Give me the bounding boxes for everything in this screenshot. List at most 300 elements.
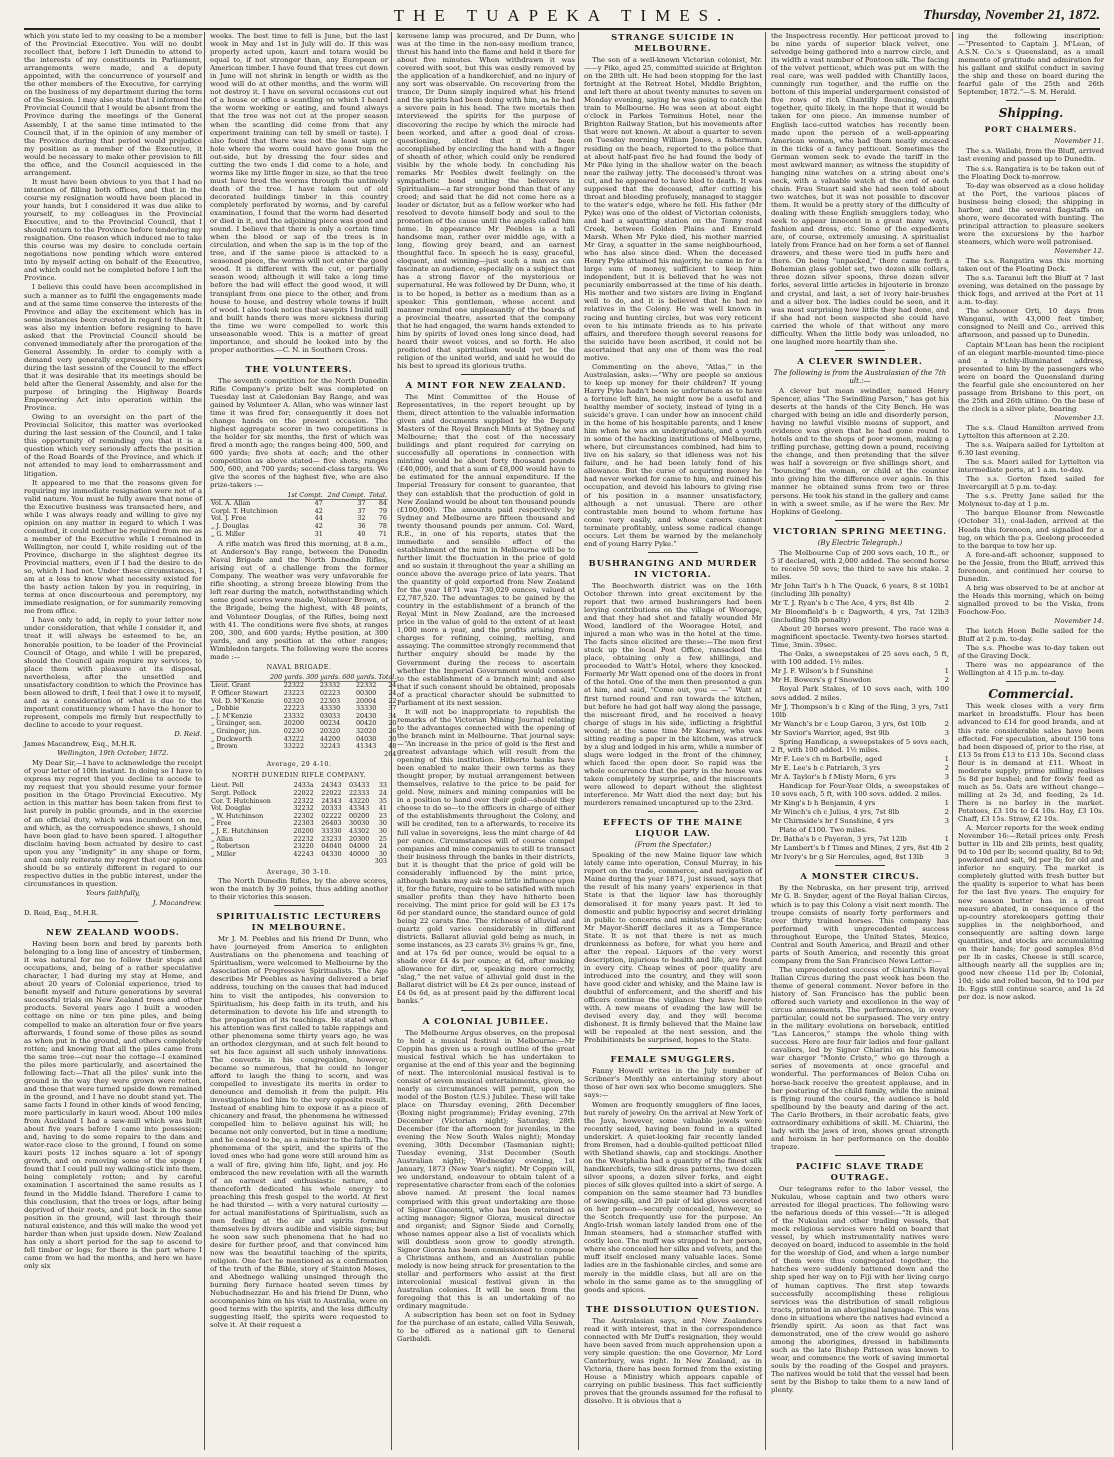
- race-intro: The Melbourne Cup of 200 sovs each, 10 ft., or 5 if declared, with 2,000 added. The second horse to receive 50 sovs; the third to save his stake. 2 miles.: [771, 548, 949, 581]
- race-placing: 1: [944, 835, 949, 844]
- column-rule: [765, 32, 766, 1450]
- table-cell: 43330: [319, 704, 341, 713]
- article-paragraph: A rifle match was fired this morning, at 8 a.m., at Anderson's Bay range, between the Dunedin Naval Brigade and the North Dunedin Rifles, arising out of a challenge from the former Company. The weather was very unfavorable for rifle shooting, a strong breeze blowing from the left rear during the match, notwithstanding which some good scores were made, Volunteer Brown, of the Brigade, being the highest, with 48 points, and Volunteer Douglas, of the Rifles, being next with 41. The conditions were five shots, at ranges 200, 300, and 600 yards; Hythe position, at 300 yards, and any position at the other ranges; Wimbledon targets. The following were the scores made :—: [210, 540, 388, 661]
- table-cell: 30: [388, 734, 397, 743]
- article-paragraph: The son of a well-known Victorian colonist, Mr. ——y Pike, aged 25, committed suicide at Brighton on the 28th ult. He had been stopping for the last fortnight at the Retreat Hotel, Middle Brighton, and left there at about twenty minutes to seven on Monday evening, saying he was going to catch the train to Melbourne. He was seen at about eight o'clock in Parkes Terminus Hotel, near the Brighton Railway Station, but his movements after that were not known. At about a quarter to seven on Tuesday morning William Jones, a fisherman, residing on the beach, reported to the police that at about half-past five he had found the body of Mr Pike lying in the shallow water on the beach near the railway jetty. The deceased's throat was cut, and he appeared to have bled to death. It was supposed that the deceased, after cutting his throat and bleeding profusely, managed to stagger to the water's edge, where he fell. His father (Mr Pyke) was one of the oldest of Victorian colonists, and had a squatting station on the Tenny road Creek, between Golden Plains and Emerald Marsh. When Mr Pyke died, his mother married Mr Gray, a squatter in the same neighbourhood, who has also since died. When the deceased Henry Pyke attained his majority, he came in for a large sum of money, sufficient to keep him independent, but it is believed that he was not pecuniarily embarrassed at the time of his death. His mother and two sisters are living in England well to do, and it is believed that he had no relatives in the Colony. He was well known in racing and hunting circles, but was very reticent even to his intimate friends as to his private affairs, and therefore though several reasons for the suicide have been ascribed, it could not be ascertained that any one of them was the real motive.: [584, 56, 762, 362]
- table-cell: 03433: [348, 781, 370, 790]
- race-placing: 2: [944, 763, 949, 772]
- heading-colonial-jubilee: A COLONIAL JUBILEE.: [422, 1015, 550, 1026]
- table-cell: 23233: [321, 834, 342, 843]
- article-paragraph: Our telegrams refer to the labor vessel, the Nukulau, whose captain and two others were arrested for illegal practices. The following were the nefarious deeds of this vessel:—“It is alleged of the Nukulau and other trading vessels, that mock religious services were held on board that vessel, by which instrumentality natives were decoyed on board, induced to assemble in the hold for the worship of God, and when a large number of them were thus congregated together, the hatches were suddenly battened down and the ship sped her way on to Fiji with her living cargo of human captives. The first step towards successfully accomplishing these religious services was the distribution of small religious tracts, printed in an aboriginal language. This was done in situations where the natives had evinced a friendly spirit. As soon as that fact was demonstrated, one of the crew would go ashore among the aborigines, dressed in habiliments such as the late Bishop Patteson was known to wear, and commence the work of saving immortal souls by the reading of the Gospel and prayers. The natives would be told that the vessel had been sent by the Bishop to take them to a new land of plenty.: [771, 1184, 949, 1395]
- race-horse: Dr. Batha's b c Payeran, 3 yrs, 7st 12lb: [771, 835, 907, 844]
- table-cell: 00234: [319, 719, 341, 728]
- table-cell: 32: [357, 514, 366, 523]
- table-cell: 37: [388, 704, 397, 713]
- race-result-row: [771, 582, 949, 598]
- separator: [835, 350, 885, 351]
- race-horse: Mr Ivory's br g Sir Hercules, aged, 8st 13lb: [771, 853, 924, 862]
- table-cell: 02223: [319, 689, 341, 698]
- separator: [461, 374, 511, 375]
- table-cell: 24: [388, 689, 397, 698]
- table-cell: 30030: [348, 819, 370, 828]
- article-paragraph: A subscription has been set on foot in Sydney for the purchase of an estate, called Villa Seuwah, to be offered as a national gift to General Garibaldi.: [397, 1311, 575, 1344]
- column-rule: [204, 32, 205, 1450]
- table-cell: 26: [388, 727, 397, 735]
- race-results: [771, 667, 949, 684]
- separator: [835, 1155, 885, 1156]
- heading-female-smugglers: FEMALE SMUGGLERS.: [610, 1054, 736, 1065]
- addressee: D. Reid, Esq., M.H.R.: [24, 909, 99, 918]
- shipping-item: The barque Eleanor from Newcastle (October 31), coal-laden, arrived at the Heads this forenoon, and signalled for a tug, on which the p.s. Geelong proceeded to the barque to tow her up.: [958, 509, 1104, 550]
- race-placing: 2: [944, 719, 949, 728]
- table-cell: Vol. Douglas: [211, 804, 252, 813]
- article-paragraph: The unprecedented success of Chiarini's Royal Italian Circus during the past week has been the theme of general comment. Never before in the history of San Francisco has the public been offered such variety and excellence in the way of circus amusements. The performances, in every particular, could not be surpassed. The very entry in the military evolutions on horseback, entitled “Las Lanceros,” stamps the whole thing with success. Here are four fair ladies and four gallant cavaliers, led by Signor Chiarini on his famous war charger “Monte Cristo,” who go through a series of movements at once graceful and wonderful. The performances of Belen Cuba on horse-back receive the greatest applause, and in her posturing of the child family, while the animal is flying round the course, the audience is held spellbound by the beauty and daring of the act. The Carlo Brothers, in their acrobatic feats, give extraordinary exhibitions of skill. M. Chiarini, the lady with the jaws of iron, shows great strength and heroism in her performance on the double trapeze.: [771, 965, 949, 1151]
- table-cell: 00200: [348, 811, 370, 820]
- heading-monster-circus: A MONSTER CIRCUS.: [800, 871, 920, 882]
- publication-title: THE TUAPEKA TIMES.: [393, 6, 731, 25]
- table-cell: 200 yards.: [269, 672, 305, 681]
- table-cell: 33: [378, 781, 387, 790]
- table-cell: 22022: [293, 789, 314, 798]
- heading-victorian-spring-meeting: VICTORIAN SPRING MEETING.: [772, 525, 948, 536]
- table-cell: 32243: [319, 742, 341, 751]
- table-cell: 02320: [283, 696, 305, 705]
- table-cell: 43222: [283, 734, 305, 743]
- table-cell: 78: [378, 521, 387, 530]
- race-result-row: [771, 755, 949, 763]
- article-paragraph: A clever but mean swindler, named Henry Spencer, alias “The Swindling Parson,” has got his deserts at the hands of the City Bench. He was charged with being an idle and disorderly person, having no lawful visible means of support, and evidence was given that he had gone round to hotels and to the shops of poor women, making a trifling purchase, getting down a pound, receiving the change, and then pretending that the silver was half a sovereign or five shillings short, and “bouncing” the woman, or child at the counter into giving him the difference over again. In this manner he obtained sums from two or three persons. He took his stand in the gallery and came in with a sweet smile, as if he were the Rev. Mr Hopkins of Geelong.: [771, 386, 949, 516]
- table-cell: 79: [378, 506, 387, 515]
- table-cell: 31: [314, 529, 323, 538]
- table-cell: 40000: [348, 849, 370, 858]
- table-cell: 37: [357, 506, 366, 515]
- table-cell: 24343: [321, 781, 342, 790]
- table-cell: 04330: [321, 849, 342, 858]
- shipping-item: The s.s. Maori sailed for Lyttelton via intermediate ports, at 1 a.m. to-day.: [958, 458, 1104, 475]
- column-rule: [952, 32, 953, 1450]
- shipping-item: To-day was observed as a close holiday at the Port, the various places of business being closed; the shipping in harbor, and the several flagstaffs on shore, were decorated with bunting. The principal attraction to pleasure seekers were the excursions by the harbor steamers, which were well patronised.: [958, 181, 1104, 246]
- table-cell: 20004: [355, 696, 377, 705]
- table-cell: 600 yards.: [342, 672, 377, 681]
- race-result-row: [771, 720, 949, 728]
- race-horse: Mr Savior's Warrior, aged, 9st 9lb: [771, 728, 890, 737]
- table-cell: Total.: [378, 672, 397, 681]
- column-rule: [578, 32, 579, 1450]
- dateline: Wellington, 19th October, 1872.: [57, 749, 169, 758]
- table-cell: „ G. Miller: [211, 529, 245, 538]
- race-result-row: [771, 703, 949, 719]
- race-placing: 3: [944, 817, 949, 826]
- table-cell: 33222: [283, 742, 305, 751]
- separator: [1006, 681, 1056, 682]
- heading-volunteers: THE VOLUNTEERS.: [245, 363, 353, 374]
- table-cell: Sergt. Pollock: [211, 789, 257, 798]
- heading-dissolution-question: THE DISSOLUTION QUESTION.: [585, 1303, 761, 1314]
- heading-port-chalmers: PORT CHALMERS.: [984, 125, 1078, 135]
- table-cell: 22232: [293, 834, 314, 843]
- race-results: [771, 755, 949, 781]
- table-cell: Corpl. T. Hutchinson: [211, 506, 278, 515]
- race-intro: Spring Handicap, a sweepstakes of 5 sovs each, 2 ft, with 100 added. 1½ miles.: [771, 737, 949, 754]
- article-paragraph: I believe this could have been accomplished in such a manner as to fulfil the engagements made and at the same time conserve the interests of the Province and allay the excitement which has in some instances been created in regard to them. It was also my intention before resigning to have asked that the Provincial Council should be convened immediately after the prorogation of the General Assembly. In order to comply with a demand very generally expressed by members during the last session of the Council to the effect that it was desirable that its meetings should be held after the General Assembly, and also for the purpose of bringing the Highway Boards Empowering Act into operation within the Province.: [24, 283, 202, 413]
- table-cell: 1st Compt.: [284, 492, 324, 500]
- race-horse: Mr H. Bowers's g f Snowdon: [771, 676, 872, 685]
- table-cell: „ Grainger, sen.: [211, 719, 262, 728]
- volunteer-scores-table: [210, 492, 388, 539]
- table-cell: 20200: [283, 719, 305, 728]
- race-result-row: [771, 599, 949, 607]
- article-paragraph: ing the following inscription:—“Presented to Captain J. M'Lean, of A.S.N. Co.'s s Queensland, as a small memento of gratitude and admiration for his gallant and skilful conduct in saving the ship and those on board during the fearful gale of the 25th and 26th September, 1872.”—S. M. Herald.: [958, 32, 1104, 97]
- article-paragraph: The Mint Committee of the House of Representatives, in the report brought up by them, direct attention to the valuable information given and documents supplied by the Deputy Masters of the Royal Branch Mints at Sydney and Melbourne; that the cost of the necessary buildings and plant required for carrying on successfully all operations in connection with minting would be about forty thousand pounds (£40,000), and that a sum of £8,000 would have to be estimated for the annual expenditure. If the Imperial Treasury for consent to guarantee, that they can establish that the production of gold in New Zealand would be about ten thousand pounds (£100,000). The amounts paid respectively by Sydney and Melbourne are fifteen thousand and twenty thousand pounds per annum. Col. Ward, R.E., in one of his reports, states that the immediate and sensible effect of the establishment of the mint in Melbourne will be to further limit the fluctuation in the price of gold and so sustain it throughout the year a shilling an ounce above the average price of late years. That the quantity of gold exported from New Zealand for the year 1871 was 730,029 ounces, valued at £2,787,520. The advantages to be gained by the country in the establishment of a branch of the Royal Mint in New Zealand, are the increased price in the value of gold to the extent of at least 1,000 more a year, and the profits arising from charges for refining, coining, melting, and assaying. The committee strongly recommend that further enquiry should be made by the Government during the recess to ascertain whether the Imperial Government would consent to the establishment of a branch mint; and also that if such consent should be obtained, proposals of a practical character should be submitted to Parliament at its next session.: [397, 392, 575, 707]
- heading-pacific-slave-trade: PACIFIC SLAVE TRADE OUTRAGE.: [795, 1160, 925, 1182]
- article-paragraph: Fanny Howell writes in the July number of Scribner's Monthly an entertaining story about those of her own sex who become smugglers. She says:—: [584, 1067, 762, 1100]
- column-2: [210, 32, 397, 1450]
- table-cell: 22322: [293, 796, 314, 805]
- article-paragraph: It will not be inappropriate to republish the remarks of the Victorian Mining Journal relating to the advantages connected with the opening of the branch mint in Melbourne. That journal says:—“An increase in the price of gold is the first and greatest advantage which will result from the opening of this institution. Hitherto banks have been enabled to make their own terms as they thought proper, by mutual arrangement between themselves, relative to the price to be paid for gold. Now, miners and mining companies will be in a position to hand over their gold—should they choose to do so—to the officers in charge of either of the establishments throughout the Colony, and will be credited, ten to a afterwards, to receive its full value in sovereigns, less the mint charge of 4d per ounce. Circumstances will of course compel companies and mine companies to still to transact their business through the banks in their districts, but it is thought that the price of gold will be considerably influenced by the mint price, although banks may ask some little influence upon it, for the future, require to be satisfied with much smaller profits than they have hitherto been receiving. The mint price for gold will be £3 17s 6d per standard ounce, the standard ounce of gold being 22 carats fine. The richness of alluvial and quartz gold varies considerably in different districts. Ballarat alluvial gold being as much, in some instances, as 23 carats 3½ grains ¾ gr., fine, and at 17s 6d per ounce, would be equal to a shade over £4 4s per ounce; at 6d, after making allowance for dirt, or, speaking more correctly, “slag,” the net value of alluvial gold dust in the Ballarat district will be £4 2s per ounce, instead of £4 0s 6d, as at present paid by the different local banks.”: [397, 707, 575, 1006]
- table-cell: 00300: [355, 689, 377, 698]
- separator: [88, 921, 138, 922]
- table-average: Average, 30 3-10.: [266, 869, 332, 876]
- table-cell: „ Miller: [211, 849, 236, 858]
- heading-mint: A MINT FOR NEW ZEALAND.: [405, 379, 567, 390]
- table-cell: 23223: [283, 689, 305, 698]
- race-placing: 1: [944, 799, 949, 808]
- table-cell: 37: [357, 499, 366, 508]
- article-paragraph: The Melbourne Argus observes, on the proposal to hold a musical festival in Melbourne:—Mr Coppin has given us a rough outline of the great musical festival which he has undertaken to organise at the end of this year and the beginning of next. The intercolonial musical festival is to consist of seven musical entertainments, given, so nearly as circumstances will permit, upon the model of the Boston (U.S.) Jubilee. These will take place on Thursday evening, 26th December (Boxing night programme); Friday evening, 27th December (Victorian night); Saturday, 28th December (for the afternoon for juveniles, in the evening the New South Wales night); Monday evening, 30th December (Tasmanian night); Tuesday evening, 31st December (South Australian night); Wednesday evening, 1st January, 1873 (New Year's night). Mr Coppin will, we understand, endeavour to obtain talent of a representative character from each of the colonies above named. At present the local names comprised with this great undertaking are those of Signor Giacometti, who has been retained as acting manager; Signor Giorza, musical director and organist; and Signor Siede and Cornelly, whose names appear also a list of vocalists which will doubtless soon grow to goodly strength. Signor Giorza has been commissioned to compose a Christmas anthem, and an Australian public melody is now being struck for presentation to the stellar and performers who assist at the first intercolonial musical festival given in the Australian colonies. It will be seen from the foregoing that this is an undertaking of no ordinary magnitude.: [397, 1028, 575, 1311]
- race-horse: Mr E. Lee's b c Patriarch, 3 yrs: [771, 763, 881, 772]
- table-cell: 44: [314, 514, 323, 523]
- table-cell: 48: [388, 742, 397, 751]
- article-paragraph: The Australasian says, and New Zealanders read it with interest, that in the correspondence connected with Mr Duff's resignation, they would have been saved from much apprehension upon a very simple question: the one Governor, Mr Lord Canterbury, was right. In New Zealand, as in Victoria, there has been formed from the existing House a Ministry which appears capable of carrying on public business. This fact sufficiently proves that the grounds assumed for the refusal to dissolve. It is obvious that a: [584, 1316, 762, 1406]
- article-paragraph: the Inspectress recently. Her petticoat proved to be nine yards of superior black velvet, one selvedge being gathered into a narrow circle, and its width a vast number of Pontoon silk. The facing of the velvet petticoat, which was put on with the real care, was well padded with Chantilly laces, cunningly run together, and the ruffle on the bottom of this imperial undergarment consisted of five rows of rich Chantilly flouncing, caught together, quite likely, in the hope that it would be taken for one piece. An immense number of English lace-cutted watches has recently been made upon the person of a well-appearing American woman, who had them neatly encased in the ticks of a fancy petticoat. Sometimes the German women seek to evade the tariff in the most awkward manner; as witness the stupidity of hanging nine watches on a string about one's neck, with a valuable watch at the end of each chain. Frau Stuart said she had seen told about two watches, but it was not possible to discover them. It would be a pretty story of the difficulty of dealing with these English smugglers today, who seek to appear innocent in a great many ways, fashion and dress, etc. Some of the expedients are, of course, extremely amusing. A spiritualist lately from France had on her form a set of flannel drawers, and these were tied in puffs here and there. On being “unpacked,” there came forth a Bohemian glass goblet set, two dozen silk collars, three dozen silver spoons, three dozen silver forks, several little articles in bijouterie in bronze and crystal, and last, a set of ivory hair-brushes and a silver box. The ladies could be seen, and it was most surprising how little they had done, and if she had not been suspected she could have carried the whole of that without any more difficulty. When the little body was unloaded, no one laughed more heartily than she.: [771, 32, 949, 346]
- race-horse: Mr Wanch's br c Loup Garou, 3 yrs, 6st 10lb: [771, 719, 927, 728]
- article-paragraph: I have only to add, in reply to your letter now under consideration, that while I consider it, and treat it will always be esteemed to be, an honorable position, to be leader of the Provincial Council of Otago, and while I will be prepared, should the Council again require my services, to place them with pleasure at its disposal, nevertheless, after the unsettled and unsatisfactory condition to which the Province has been allowed to drift, I feel that I owe it to myself, and as a consideration of what is due to the important constituency whom I have the honor to represent, compels me firmly but respectfully to decline to accede to your request.: [24, 616, 202, 729]
- column-4: [584, 32, 762, 1450]
- table-cell: 41343: [355, 742, 377, 751]
- article-paragraph: which you state led to my ceasing to be a member of the Provincial Executive. You will no doubt recollect that, before I left Dunedin to attend to the interests of my constituents in Parliament, arrangements were made, and a deputy appointed, with the concurrence of yourself and the other members of the Executive, for carrying on the business of my department during the term of the Session. I may also state that I informed the Provincial Council that I would be absent from the Province during the meetings of the General Assembly, I at the same time intimated to the Council that, if in the opinion of any member of the Province during that period would prejudice my position as a member of the Executive, it would be necessary to make other provision to fill the office, and the Council acquiesced in the arrangement.: [24, 32, 202, 177]
- race-result-row: [771, 729, 949, 737]
- article-paragraph: The seventh competition for the North Dunedin Rifle Company's prize belt was completed on Tuesday last at Caledonian Bay Range, and was gained by Volunteer A. Allan, who was winner last time it was fired for; consequently it does not change hands on the present occasion. The highest aggregate scorer in two competitions is the holder for six months, the first of which was fired a month ago; the ranges being 400, 500, and 600 yards; five shots at each; and the other competition as above stated— five shots; ranges 500, 600, and 700 yards; second-class targets. We give the scores of the highest five, who are also prize-takers :—: [210, 376, 388, 490]
- separator: [648, 1298, 698, 1299]
- separator: [835, 520, 885, 521]
- table-cell: 2433a: [293, 781, 314, 790]
- race-intro: Royal Park Stakes, of 10 sovs each, with 100 sovs added. 2 miles.: [771, 685, 949, 702]
- race-result-row: [771, 853, 949, 861]
- table-cell: 42243: [293, 849, 314, 858]
- table-cell: „ Duckworth: [211, 734, 253, 743]
- table-cell: 23332: [319, 681, 341, 690]
- race-placing: 1: [944, 667, 949, 676]
- source-note: The following is from the Australasian of the 7th ult.:—: [773, 368, 947, 385]
- table-cell: 04040: [321, 842, 342, 851]
- addressee: James Macandrew, Esq., M.H.R.: [24, 740, 137, 749]
- table-cell: 04030: [355, 734, 377, 743]
- table-cell: 32232: [293, 804, 314, 813]
- table-cell: 20: [388, 719, 397, 728]
- table-cell: 22303: [293, 819, 314, 828]
- shipping-item: There was no appearance of the Wellington at 4 15 p.m. to-day.: [958, 661, 1104, 678]
- table-total-row: [210, 751, 397, 759]
- race-placing: 2: [944, 676, 949, 685]
- table-cell: „ Free: [211, 819, 232, 828]
- table-caption: NORTH DUNEDIN RIFLE COMPANY.: [231, 772, 367, 780]
- table-cell: Vol. D. M'Kenzie: [211, 696, 264, 705]
- race-horse: Mr T. J. Ryan's b c The Ace, 4 yrs, 8st 4lb: [771, 599, 915, 607]
- table-cell: Cor. T. Hutchinson: [211, 796, 271, 805]
- table-cell: „ Brown: [211, 742, 238, 751]
- table-cell: 02230: [283, 727, 305, 735]
- shipping-item: The s.s. Wallabi, from the Bluff, arrived last evening and passed up to Dunedin.: [958, 147, 1104, 164]
- table-cell: 22332: [355, 681, 377, 690]
- shipping-date: November 12.: [1054, 246, 1104, 255]
- column-5: [771, 32, 949, 1450]
- table-cell: 84: [378, 499, 387, 508]
- shipping-item: The s.s. Rangatira was this morning taken out of the Floating Dock.: [958, 257, 1104, 274]
- table-cell: Vol. J. Free: [211, 514, 247, 523]
- table-cell: 03033: [319, 711, 341, 720]
- race-horse: Mr Bloomfield's b c Dagworth, 4 yrs, 7st 12lb (including 5lb penalty): [771, 608, 945, 625]
- naval-brigade-scores-table: [210, 674, 397, 759]
- shipping-item: The s.s. Taranui left the Bluff at 7 last evening, was detained on the passage by thick fogs, and arrived at the Port at 11 a.m. to-day.: [958, 274, 1104, 307]
- article-paragraph: Owing to an oversight on the part of the Provincial Solicitor, this matter was overlooked during the last session of the Council, and I take this opportunity of reminding you that it is a question which very seriously affects the position of the Road Boards of the Province, and which if not attended to may lead to embarrassment and litigation.: [24, 413, 202, 478]
- article-paragraph: By the Nebraska, on her present trip, arrived Mr G. B. Snyder, agent of the Royal Italian Circus, which is to pay this Colony a visit next month. The troupe consists of nearly forty performers and over thirty trained horses. This company has performed with unprecedented success throughout Europe, the United States, Mexico, Central and South America, and Brazil and other parts of South America, and recently this great company from the San Francisco News Letter:—: [771, 884, 949, 965]
- table-cell: 20300: [348, 834, 370, 843]
- separator: [835, 865, 885, 866]
- race-horse: Mr J. Thompson's b c King of the Ring, 3 yrs, 7st 10lb: [771, 702, 945, 719]
- shipping-item: The s.s. Claud Hamilton arrived from Lyttelton this afternoon at 2.20.: [958, 423, 1104, 441]
- table-cell: 24: [378, 842, 387, 851]
- article-paragraph: This week closes with a very firm market in breadstuffs. Flour has been advanced to £14 for good brands, and at this rate considerable sales have been effected. For speculation, about 150 tons had been disposed of, prior to the rise, at £13 5s from £13 to £13 10s. Second class flour is in demand at £11. Wheat in moderate supply; prime milling realises 5s 8d per bushel; and for fowls' feed as much as 5s. Oats are without change—milling at 2s 3d, and feeding, 2s 1d. There is no barley in the market. Potatoes, £3 10s to £4 10s. Hay, £3 10s. Chaff, £3 15s. Straw, £2 10s.: [958, 702, 1104, 824]
- race-result-row: [771, 764, 949, 772]
- article-paragraph: My Dear Sir,—I have to acknowledge the receipt of your letter of 10th instant. In doing so I have to express my regret that you decline to accede to my request that you should resume your former position in the Otago Provincial Executive. My action in this matter has been taken from first to last purely in public grounds, and in the exercise of an official duty, which was incumbent on me, and which, as the correspondence shows, I should have been glad to have been spared. I altogether disclaim having been actuated by desire to cast upon you any “indignity” in any shape or form, and can only reiterate my regret that our opinions should be so entirely different in regard to our respective duties in the public interest, under the circumstances in question.: [24, 759, 202, 888]
- table-row: [210, 851, 388, 859]
- table-cell: 34: [388, 711, 397, 720]
- issue-date: Thursday, November 21, 1872.: [923, 8, 1100, 23]
- separator: [274, 905, 324, 906]
- table-cell: „ Allan: [211, 834, 233, 843]
- table-cell: Lieut. Pell: [211, 781, 244, 790]
- race-result-row: [771, 608, 949, 624]
- rifle-company-scores-table: [210, 782, 388, 866]
- shipping-item: The s.s. Gorton fixed sailed for Invercargill at 5 p.m. to-day.: [958, 475, 1104, 492]
- race-placing: 1: [944, 702, 949, 711]
- heading-new-zealand-woods: NEW ZEALAND WOODS.: [46, 927, 180, 938]
- column-3: [397, 32, 575, 1450]
- shipping-date: November 11.: [1054, 137, 1104, 146]
- article-paragraph: A. Mercer reports for the week ending November 16:—Retail prices only. Fresh butter in 1lb and 2lb prints, best quality, 9d to 10d per lb; second quality, 8d to 9d; powdered and salt, 9d per lb; for old and inferior no enquiry. The market is completely glutted with fresh butter but the quality is superior to what has been for the last five years. The enquiry for new season butter has in a great measure abated, in consequence of the up-country storekeepers getting their supplies in the neighborhood, and consequently are salting down large quantities, and stocks are accumulating on their hands; for good samples 8½d per lb in casks, Cheese is still scarce, although nearly all the supplies are in; good new cheese 11d per lb; Colonial, 10d; side and rolled bacon, 9d to 10d per lb. Eggs still continue scarce, and 1s 2d per doz. is now asked.: [958, 824, 1104, 1002]
- column-1: [24, 32, 202, 1450]
- table-cell: 23220: [293, 842, 314, 851]
- table-cell: 20430: [355, 711, 377, 720]
- signature: J. Macandrew.: [152, 898, 202, 907]
- table-body: [210, 682, 397, 751]
- shipping-item: The s.s. Rangatira is to be taken out of the Floating Dock to-morrow.: [958, 164, 1104, 181]
- shipping-item: A brig was observed to be at anchor at the Heads this morning, which on being signalled proved to be the Viska, from Foochow-Foo.: [958, 583, 1104, 616]
- table-cell: 24: [378, 789, 387, 798]
- article-paragraph: It appeared to me that the reasons given for requiring my immediate resignation were not of a valid nature. You must be fully aware that none of the Executive business was transacted here, and while I was always ready and willing to give my opinion on any matter in regard to which I was consulted, it could neither be required from me as a member of the Executive while I remained in Wellington, nor could I, while residing out of the Province, discharge in the slightest degree its Provincial matters, even if I had the desire to do so, which I had not. Under these circumstances, I am at a loss to know what necessity existed for the hasty action taken by you in requiring, in terms at once discourteous and peremptory, my immediate resignation, or for summarily removing me from office.: [24, 478, 202, 616]
- heading-bushranging: BUSHRANGING AND MURDER IN VICTORIA.: [588, 557, 758, 579]
- race-placing: 3: [944, 853, 949, 862]
- table-cell: 41: [378, 804, 387, 813]
- race-placing: 2: [944, 844, 949, 853]
- shipping-item: The schooner Orti, 10 days from Wanganui, with 43,000 feet timber, consigned to Neill and Co., arrived this afternoon, and passed up to Dunedin.: [958, 307, 1104, 340]
- table-cell: 20320: [319, 727, 341, 735]
- table-cell: 43343: [348, 804, 370, 813]
- table-cell: 30: [378, 849, 387, 858]
- race-result-row: [771, 808, 949, 816]
- table-cell: 22333: [348, 789, 370, 798]
- race-intro: The Oaks, a sweepstakes of 25 sovs each, 5 ft, with 100 added. 1½ miles.: [771, 650, 949, 667]
- race-horse: Mr Winch's ch c Julius, 4 yrs, 7st 8lb: [771, 808, 900, 817]
- article-paragraph: kerosene lamp was procured, and Dr Dunn, who was at the time in the non-easy medium trance, thrust his hand into the flame and held it there for about five minutes. When withdrawn it was covered with soot, but this was easily removed by the application of a handkerchief, and no injury of any sort was observable. On recovering from the trance, Dr Dunn simply inquired what his friend and the spirits had been doing with him, as he had a severe pain in his head. The two mortals then interviewed the spirits for the purpose of discovering the recipe by which the miracle had been worked, and after a good deal of cross-questioning, elicited that it had been accomplished by encircling the hand with a finger of sheath of other, which could only be rendered visible by the whole body. In concluding his remarks Mr Peebles dwelt feelingly on the sympathetic bond uniting the believers in Spiritualism—a far stronger bond than that of any creed; and said that he did not come here as a leader or dictator, but as a fellow worker who had resolved to devote himself body and soul to the promotion of the cause until the angels called him home. In appearance Mr Peebles is a tall handsome man, rather over middle age, with a long, flowing grey beard, and an earnest thoughtful face. In speech he is easy, graceful, eloquent, and winning—just such a man as can fascinate an audience, especially on a subject that has a strong flavor of the mysterious or supernatural. He was followed by Dr Dunn, who, it is to be hoped, is better as a medium than as a speaker. This gentleman, whose accent and manner remind one unpleasantly of the boards of a provincial theatre, asserted that the company that he had engaged, the warm hands extended to him by spirits of loved ones long since dead, had heard their sweet voices, and so forth. He also predicted that spiritualism would yet be the religion of the united world, and said he would do his best to spread its glorious truths.: [397, 32, 575, 370]
- race-result-row: [771, 667, 949, 675]
- race-horse: Mr J. F. Wilson's b f Sunshine: [771, 667, 873, 676]
- table-cell: 26403: [321, 819, 342, 828]
- table-cell: 22302: [293, 811, 314, 820]
- article-paragraph: Mr J. M. Peebles and his friend Dr Dunn, who have journeyed from America to enlighten Australians on the phenomena and teaching of Spiritualism, were welcomed to Melbourne by the Association of Progressive Spiritualists. The Age describes Mr Peebles as having delivered a brief address, touching on the causes that had induced him to visit the antipodes, his conversion to Spiritualism, his deep faith in its truth, and his determination to devote his life and strength to the propagation of its teachings. He stated when his attention was first called to table rappings and other phenomena some thirty years ago, he was an orthodox clergyman, and at such felt bound to set his face against all such unholy innovations. The converts in his congregation, however, became so numerous, that he could no longer afford to laugh the thing to scorn, and was compelled to investigate its merits in order to denounce and demolish it from the pulpit. His investigations led him to the very opposite result. Instead of enabling him to expose it as a piece of chicanery and fraud, the phenomena he witnessed compelled him to believe against his will; he became not only converted, but in time a medium; and he ceased to be, as a minister to the faith. The phenomena of the spirit, and the spirits of the loved ones who had gone were still around him as a wall of fire, giving him life, light, and joy. He embraced the new revelation with all the warmth of an earnest and enthusiastic nature, and thenceforth dedicated his whole energy to preaching this fresh gospel to the world. At first he had thirsted — with a very natural curiosity — for actual manifestations of Spiritualism, such as men feeling at the air and spirits forming themselves by divers audible and visible signs; but he soon saw such phenomena that he had no desire for further proof, and that convinced him now was the beautiful teaching of the spirits, religion. One fact he mentioned as a confirmation of the truth of the Bible, story of Stainton Moses, and Abednego walking unsinged through the burning fiery furnace heated seven times by Nebuchadnezzar. He and his friend Dr Dunn, who accompanies him on his visit to Australia, were on good terms with the spirits, and the less difficulty suggesting itself, the spirits were requested to solve it. At their request a: [210, 935, 388, 1330]
- table-total-row: [210, 858, 388, 866]
- separator: [648, 1048, 698, 1049]
- race-placing: 2: [944, 808, 949, 817]
- race-horse: Mr John Tait's b h The Quack, 6 years, 8 st 10lb (including 3lb penalty): [771, 581, 945, 598]
- table-cell: „ J. E. Hutchinson: [211, 827, 269, 836]
- table-row: [210, 743, 397, 751]
- separator: [1006, 100, 1056, 101]
- table-caption: NAVAL BRIGADE.: [266, 663, 332, 671]
- table-cell: „ W. Hutchinson: [211, 811, 264, 820]
- race-placing: 3: [944, 772, 949, 781]
- shipping-date: November 13.: [1054, 413, 1104, 422]
- table-cell: 43302: [348, 827, 370, 836]
- table-cell: 303: [374, 857, 387, 866]
- article-paragraph: weeks. The best time to fell is June, but the last week in May and 1st in July will do. If this was properly acted upon, kauri and totara would be equal to, if not stronger than, any European or American timber. I have found that trees cut down in June will not shrink in length or width as the wood will do at other months, and the worm will not destroy it. I have on several occasions cut out of a house or office a scantling on which I heard the worm working or eating, and found always that the tree was not cut at the proper season when the scantling did come from that any experiment training can tell by smell or taste). I also found that there was not the least sign or hole where the worm could have gone from the out-side, but by dressing the four sides and cutting the two ends I did come to a hole, and worms like my little finger in size, so that the tree must have bred the worms through the untimely death of the tree. I have taken out of old decorated buildings timber in this country completely perforated by worms, and by careful examination, I found that the worm had deserted or died in it, and the adjoining piece was good and sound. I believe that there is only a certain time when the blood or sap of the trees is in circulation, and when the sap is in the top of the tree, and if the same piece is attacked to a seasoned piece, the worms will not enter the good wood. It is different with the cut, or partially season wood; although it will take a long time before the bad will effect the good wood, it will transplant from one piece to the other, and from house to house, and destroy whole towns if built of wood. I also took notice that sawpits I build mill and built hands there was more sickness during the time we were compelled to work this unseasonable wood. This is a matter of great importance, and should be looked into by the proper authorities.—C. N. in Southern Cross.: [210, 32, 388, 354]
- race-result-row: [771, 773, 949, 781]
- table-cell: 23332: [283, 711, 305, 720]
- race-results: [771, 799, 949, 825]
- table-cell: 43220: [348, 796, 370, 805]
- table-cell: „ Grainger, jun.: [211, 727, 262, 735]
- race-note: About 20 horses were present. The race was a magnificent spectacle. Twenty-two horses started. Time, 3min. 39sec.: [771, 625, 949, 650]
- race-result-row: [771, 844, 949, 852]
- column-6: [958, 32, 1104, 1450]
- shipping-item: Captain M'Lean has been the recipient of an elegant marble-mounted time-piece and a richly-illuminated address, presented to him by the passengers who were on board the Queensland during the fearful gale she encountered on her passage from Brisbane to this port, on the 25th and 26th ultimo. On the base of the clock is a silver plate, bearing: [958, 340, 1104, 413]
- table-cell: „ Robertson: [211, 842, 250, 851]
- race-result-row: [771, 817, 949, 825]
- table-cell: 42: [314, 521, 323, 530]
- race-horse: Mr Lambert's b f Times and Mines, 2 yrs, 8st 4lb: [771, 844, 942, 853]
- table-cell: 22322: [283, 681, 305, 690]
- separator: [648, 552, 698, 553]
- shipping-item: The s.s. Phoebe was to-day taken out of the Graving Dock.: [958, 644, 1104, 661]
- table-cell: 22223: [283, 704, 305, 713]
- closing: Yours faithfully,: [85, 888, 141, 897]
- race-horse: Mr F. Lee's ch m Barbelle, aged: [771, 754, 883, 763]
- shipping-item: A fore-and-aft schooner, supposed to be the Jessie, from the Bluff, arrived this forenoon, and continued her course to Dunedin.: [958, 550, 1104, 583]
- table-cell: 42: [314, 506, 323, 515]
- source-note: (By Electric Telegraph.): [817, 538, 903, 547]
- shipping-item: The ketch Hoon Belle sailed for the Bluff at 2 p.m. to-day.: [958, 627, 1104, 644]
- race-placing: 1: [944, 581, 949, 590]
- table-cell: P. Officer Stewart: [211, 689, 268, 698]
- table-cell: 76: [378, 514, 387, 523]
- table-cell: 32020: [355, 727, 377, 735]
- table-cell: 22: [388, 696, 397, 705]
- table-cell: 04000: [348, 842, 370, 851]
- article-paragraph: It must have been obvious to you that I had no intention of filling both offices, and that in the course my resignation would have been placed in your hands, but I considered it was due alike to yourself, to my colleagues in the Provincial Executive, and to the Provincial Council, that I should return to the Province before tendering my resignation. One reason which induced me to take this course was my desire to conclude certain negotiations now pending which were entered into by myself acting on behalf of the Executive, and which could not be completed before I left the Province.: [24, 177, 202, 283]
- shipping-date: November 14.: [1054, 617, 1104, 626]
- table-cell: „ J. Douglas: [211, 521, 249, 530]
- table-cell: „ J. M'Kenzie: [211, 711, 253, 720]
- race-horse: Mr A. Taylor's b f Misty Morn, 6 yrs: [771, 772, 896, 781]
- masthead: [24, 6, 1100, 30]
- race-placing: 3: [944, 608, 949, 617]
- separator: [648, 811, 698, 812]
- table-cell: 2nd Compt.: [324, 492, 367, 500]
- race-intro: Handicap for Four-Year Olds, a sweepstakes of 10 sovs each, 5 ft, with 100 sovs. added. 2 miles.: [771, 781, 949, 799]
- race-placing: 3: [944, 728, 949, 737]
- race-horse: Mr Chirnside's br f Sunshine, 4 yrs: [771, 817, 894, 826]
- table-cell: 24: [388, 681, 397, 690]
- table-cell: „ Dobbie: [211, 704, 240, 713]
- heading-strange-suicide: STRANGE SUICIDE IN MELBOURNE.: [611, 32, 735, 53]
- separator: [274, 358, 324, 359]
- table-cell: 33330: [355, 704, 377, 713]
- table-cell: 24343: [321, 796, 342, 805]
- heading-spiritualistic-lecturers: SPIRITUALISTIC LECTURERS IN MELBOURNE.: [216, 911, 382, 933]
- table-cell: 40: [357, 529, 366, 538]
- race-placing: 2: [944, 599, 949, 607]
- table-cell: 23: [378, 811, 387, 820]
- separator: [461, 1010, 511, 1011]
- article-paragraph: Commenting on the above, “Atlas,” in the Australasian, asks:—“Why are people so anxious to keep up money for their children? If young Harry Pyke hadn't been so unfortunate as to have a fortune left him, he might now be a useful and healthy member of society, instead of lying in a suicide's grave. I can under how an innocent child in the home of his hospitable parents, and I knew him when he was an undergraduate, and a youth in some of the hacking institutions of Melbourne, where, but circumstances combined, had him to live on his salary, so that idleness was not his failure, and he had been lately fond of his allowance. But the curse of acquiring money he had never worked for came to him, and ruined his occupation, and devoid his labours to giving rise of his position in a manner unsatisfactory, although a not unusual. There are other contrastable men bound to whom fortune has come very easily, and whose careers cannot terminate profitably, unless some radical change occurs. Let them be warned by the melancholy end of young Harry Pyke.”: [584, 362, 762, 548]
- table-cell: 36: [357, 521, 366, 530]
- source-note: (From the Spectator.): [634, 841, 712, 850]
- table-cell: 33330: [321, 827, 342, 836]
- race-result-row: [771, 676, 949, 684]
- table-cell: 300 yards.: [306, 672, 341, 681]
- table-cell: 35: [378, 796, 387, 805]
- table-cell: Total.: [366, 492, 388, 500]
- table-cell: 02222: [321, 811, 342, 820]
- race-intro: Plate of £100. Two miles.: [779, 826, 868, 835]
- table-cell: 71: [378, 529, 387, 538]
- shipping-item: The s.s. Waipara sailed for Lyttelton at 6.30 last evening.: [958, 441, 1104, 458]
- heading-clever-swindler: A CLEVER SWINDLER.: [797, 355, 923, 366]
- table-cell: 30: [378, 819, 387, 828]
- table-cell: 20200: [293, 827, 314, 836]
- race-results: [771, 703, 949, 737]
- race-result-row: [771, 835, 949, 843]
- heading-commercial: Commercial.: [988, 687, 1074, 702]
- race-placing: 1: [944, 754, 949, 763]
- race-results: [771, 582, 949, 624]
- signature: D. Reid.: [174, 730, 202, 739]
- shipping-item: The s.s. Pretty Jane sailed for the Molyneux to-day at 1 p.m.: [958, 492, 1104, 509]
- article-paragraph: The North Dunedin Rifles, by the above scores, won the match by 39 points, thus adding another to their victories this season.: [210, 877, 388, 902]
- heading-shipping: Shipping.: [998, 106, 1064, 121]
- table-cell: 44200: [319, 734, 341, 743]
- table-cell: 20333: [321, 804, 342, 813]
- table-cell: 264: [384, 749, 397, 758]
- article-paragraph: Speaking of the new Maine liquor law which lately came into operation, Consul Murray, in his report on the trade, commerce, and navigation of Maine during the year 1871, just issued, says that the result of his many years' experience in that State is that the liquor law has thoroughly demoralised it for many years past. It led to domestic and public hypocrisy and secret drinking in public to concerns and ministers of the State; Mr Mayor-Sheriff declares it as a Temperance State. It is not that there is not as much drunkenness as before, for what you here and after the repeal. Liquors of the very worst description, injurious to health and life, are found in every city. Cheap wines of poor quality are introduced into the country, and they will soon have good cider and whisky, and the Maine law is doubtful of enforcement, and the sheriff and his officers continue the vigilance they have hereto with. A new means of evading the law will be devised every day, and they will become dishonest. It is firmly believed that the Maine law will be repealed at the next session, and the Prohibitionists be surprised, hopes to the State.: [584, 851, 762, 1045]
- article-paragraph: The Beechworth district was on the 16th October thrown into great excitement by the report that two armed bushrangers had been levying contributions on the village of Woorage, and that they had shot and fatally wounded Mr Wood, landlord of the Wooragee Hotel, and injured a man who was in the hotel at the time. The facts since elicited are these:—The men first stuck up the local Post Office, ransacked the place, obtaining only a few shillings, and proceeded to Watt's Hotel, where they knocked. Formerly Mr Watt opened one of the doors in front of the hotel. One of the men then presented a gun at him, and said, “Come out, you — —” Watt at first turned round and ran towards the kitchen, but before he had got half way along the passage, the miscreant fired, and he received a heavy charge of slugs in his side, inflicting a frightful wound; at the same time Mr Kearney, who was sitting reading a paper in the kitchen, was struck by a slug and lodged in his arm, while a number of slugs were lodged in the front of the chimney, which faced the open door. So rapid was the whole occurrence that the party in the house was taken completely by surprise, and the miscreants were allowed to depart without the slightest interference. Mr Watt died the next day; but his murderers remained uncaptured up to the 23rd.: [584, 581, 762, 808]
- table-cell: Vol. A. Allan: [211, 499, 251, 508]
- article-paragraph: Having been born and bred by parents both belonging to a long line of ancestry of timbermen, it was natural for me to follow their steps and occupations, and, being of a rather speculative character, I had during my stay at Home, and about 20 years of Colonial experience, tried to benefit myself and future generations by several successful trials on New Zealand trees and other products. Several years ago I built a wooden cottage on nine or ten pine piles, and being compelled to make an alteration four or five years afterwards, I found some of those piles as sound as when put in the ground, and others completely rotten; and knowing that all the piles came from the same tree—cut near the cottage—I examined the piles more particularly, and ascertained the following fact:—That all the piles' sunk into the ground in the way they were grown were rotten, and those that were turned upside down remained in the ground, and I have no doubt stand yet. The same facts I found in other kinds of wood fencing, more particularly in kauri wood. About 100 miles from Auckland I had a saw-mill which was built about five years before I came into possession; and, having to do some repairs to the dam and water-race close to the ground, I found on some kauri posts 12 inches square a lot of spongy growth, and on removing some of the sponge I found that I could pull my walking-stick into them, being completely rotten; and by careful examination I ascertained the same results as I found in the Middle Island. Therefore I came to this conclusion, that the trees or logs, after being deprived of their roots, and put back in the same position in the ground, will last through their natural existence, and this will make the wood yet harder than when just upside down. New Zealand has only a short period for the sap to ascend to fell timber or logs; for there is the part where I came from we had the months, and here we have only six: [24, 940, 202, 1270]
- race-horse: Mr King's b h Benjamin, 4 yrs: [771, 799, 876, 808]
- race-result-row: [771, 799, 949, 807]
- table-cell: 47: [314, 499, 323, 508]
- table-cell: 00420: [355, 719, 377, 728]
